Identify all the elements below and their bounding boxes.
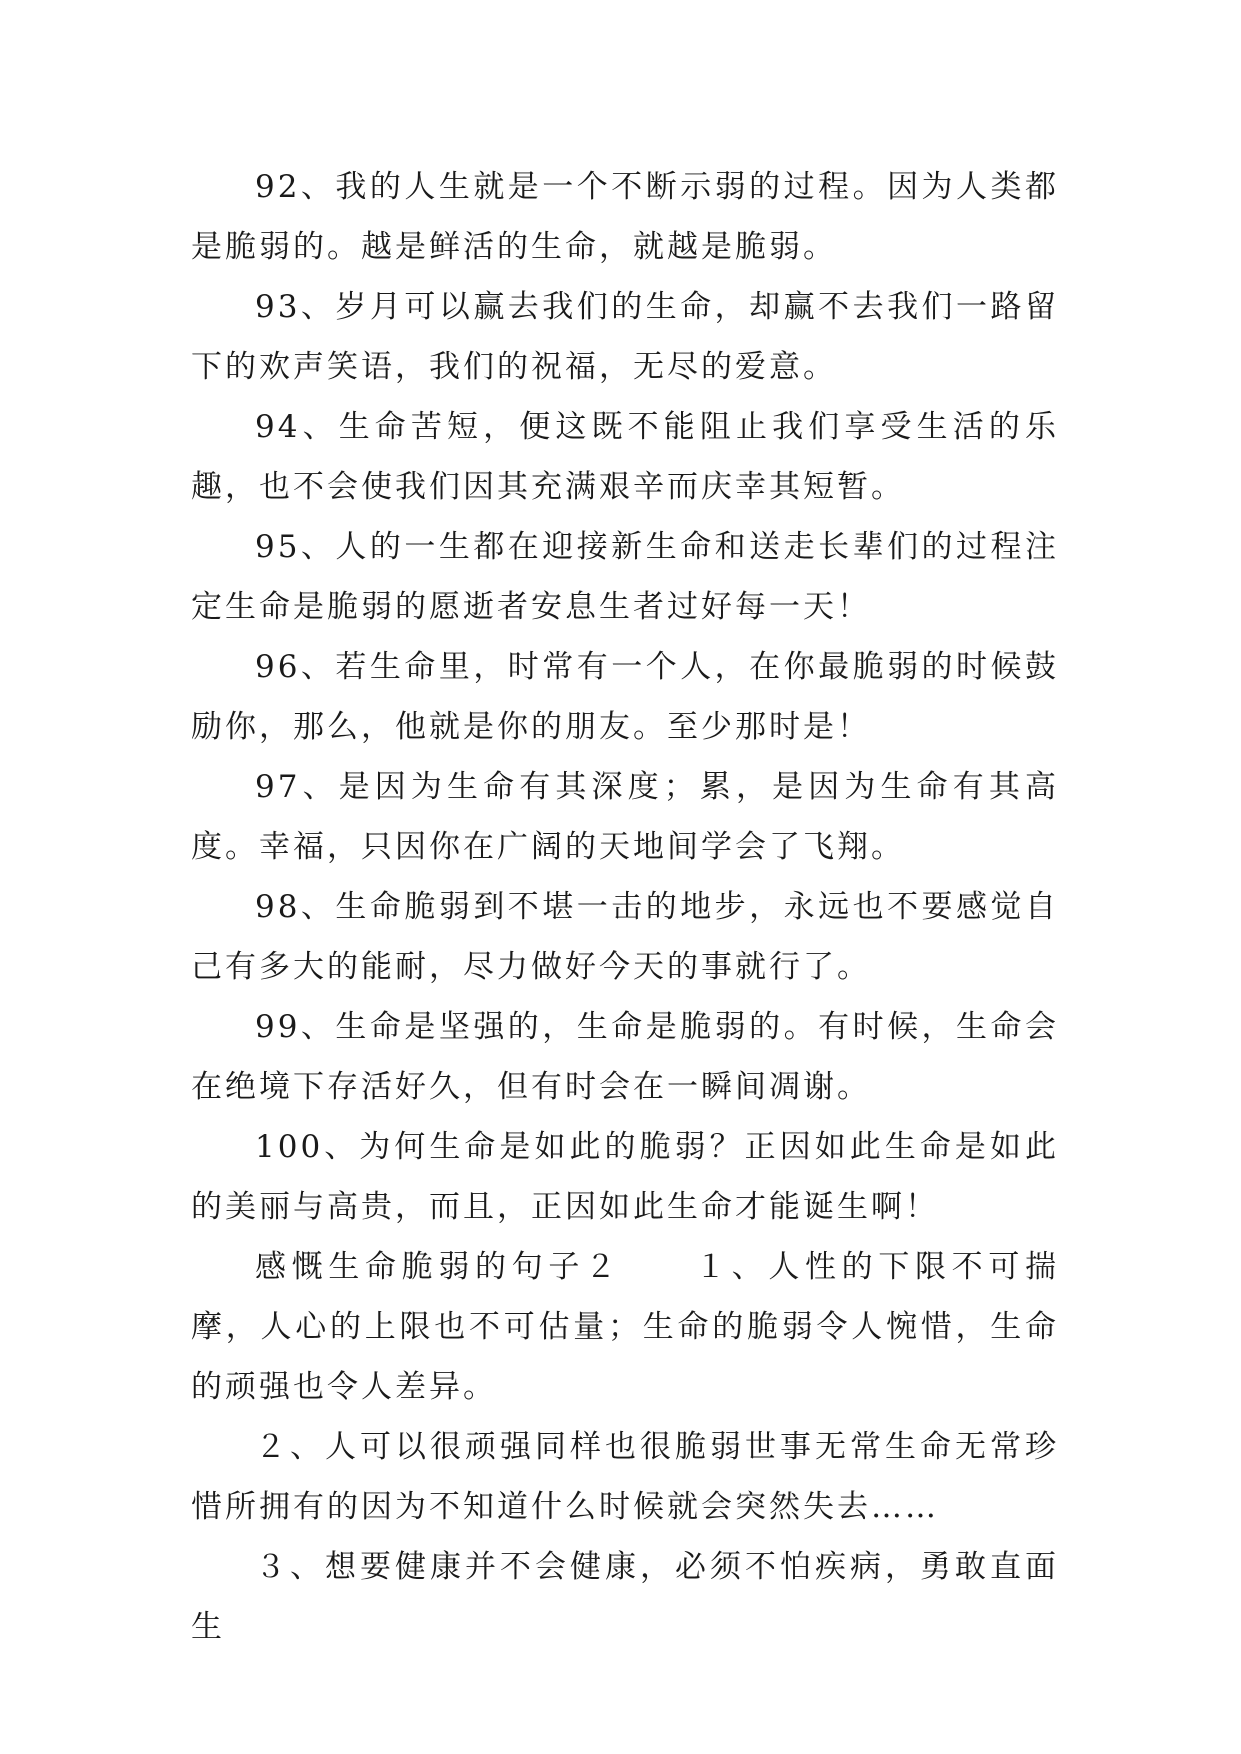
paragraph-99: 99、生命是坚强的，生命是脆弱的。有时候，生命会在绝境下存活好久，但有时会在一瞬间凋谢。 bbox=[191, 1009, 1059, 1105]
paragraph-95: 95、人的一生都在迎接新生命和送走长辈们的过程注定生命是脆弱的愿逝者安息生者过好每一天！ bbox=[191, 529, 1059, 625]
paragraph-100: 100、为何生命是如此的脆弱？正因如此生命是如此的美丽与高贵，而且，正因如此生命才能诞生啊！ bbox=[191, 1129, 1059, 1225]
paragraph-93: 93、岁月可以赢去我们的生命，却赢不去我们一路留下的欢声笑语，我们的祝福，无尽的爱意。 bbox=[191, 289, 1059, 385]
paragraph-98: 98、生命脆弱到不堪一击的地步，永远也不要感觉自己有多大的能耐，尽力做好今天的事就行了。 bbox=[191, 889, 1059, 985]
paragraph-3: ３、想要健康并不会健康，必须不怕疾病，勇敢直面生 bbox=[191, 1549, 1059, 1645]
paragraph-92: 92、我的人生就是一个不断示弱的过程。因为人类都是脆弱的。越是鲜活的生命，就越是脆弱。 bbox=[191, 169, 1059, 265]
document-body bbox=[191, 157, 1059, 1657]
paragraph-94: 94、生命苦短，便这既不能阻止我们享受生活的乐趣，也不会使我们因其充满艰辛而庆幸其短暂。 bbox=[191, 409, 1059, 505]
paragraph-96: 96、若生命里，时常有一个人，在你最脆弱的时候鼓励你，那么，他就是你的朋友。至少那时是！ bbox=[191, 649, 1059, 745]
paragraph-97: 97、是因为生命有其深度；累，是因为生命有其高度。幸福，只因你在广阔的天地间学会了飞翔。 bbox=[191, 769, 1059, 865]
paragraph-2: ２、人可以很顽强同样也很脆弱世事无常生命无常珍惜所拥有的因为不知道什么时候就会突然失去…… bbox=[191, 1429, 1059, 1525]
section-heading-paragraph: 感慨生命脆弱的句子２ １、人性的下限不可揣摩，人心的上限也不可估量；生命的脆弱令人惋惜，生命的顽强也令人差异。 bbox=[191, 1249, 1059, 1405]
